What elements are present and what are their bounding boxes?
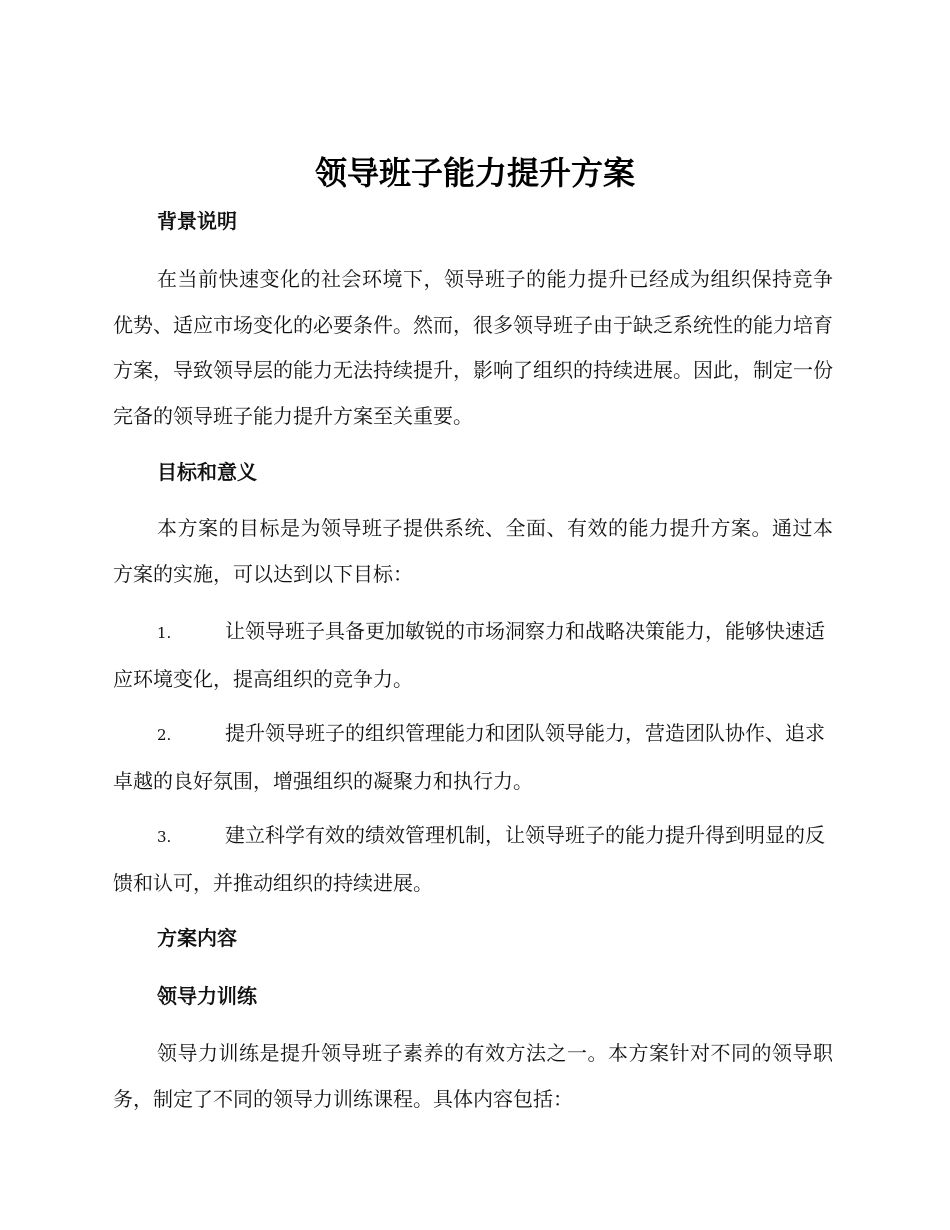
section-heading-training: 领导力训练 [157,984,257,1008]
list-text: 建立科学有效的绩效管理机制，让领导班子的能力提升得到明显的反馈和认可，并推动组织的持续进展。 [113,823,825,895]
training-paragraph: 领导力训练是提升领导班子素养的有效方法之一。本方案针对不同的领导职务，制定了不同的领导力训练课程。具体内容包括： [113,1041,833,1111]
goal-list-item [113,609,833,702]
background-paragraph: 在当前快速变化的社会环境下，领导班子的能力提升已经成为组织保持竞争优势、适应市场变化的必要条件。然而，很多领导班子由于缺乏系统性的能力培育方案，导致领导层的能力无法持续提升，影响了组织的持续进展。因此，制定一份完备的领导班子能力提升方案至关重要。 [113,267,833,428]
document-title: 领导班子能力提升方案 [314,154,635,192]
list-number: 3. [157,828,172,846]
goal-list-item [113,711,833,804]
list-text: 让领导班子具备更加敏锐的市场洞察力和战略决策能力，能够快速适应环境变化，提高组织的竞争力。 [113,619,825,691]
list-number: 1. [157,624,172,642]
section-heading-goals: 目标和意义 [157,460,257,484]
section-heading-background: 背景说明 [157,209,237,233]
list-text: 提升领导班子的组织管理能力和团队领导能力，营造团队协作、追求卓越的良好氛围，增强组织的凝聚力和执行力。 [113,721,825,793]
list-number: 2. [157,726,172,744]
goal-list-item [113,813,833,906]
section-heading-content: 方案内容 [157,926,237,950]
goals-paragraph: 本方案的目标是为领导班子提供系统、全面、有效的能力提升方案。通过本方案的实施，可以达到以下目标： [113,516,833,586]
